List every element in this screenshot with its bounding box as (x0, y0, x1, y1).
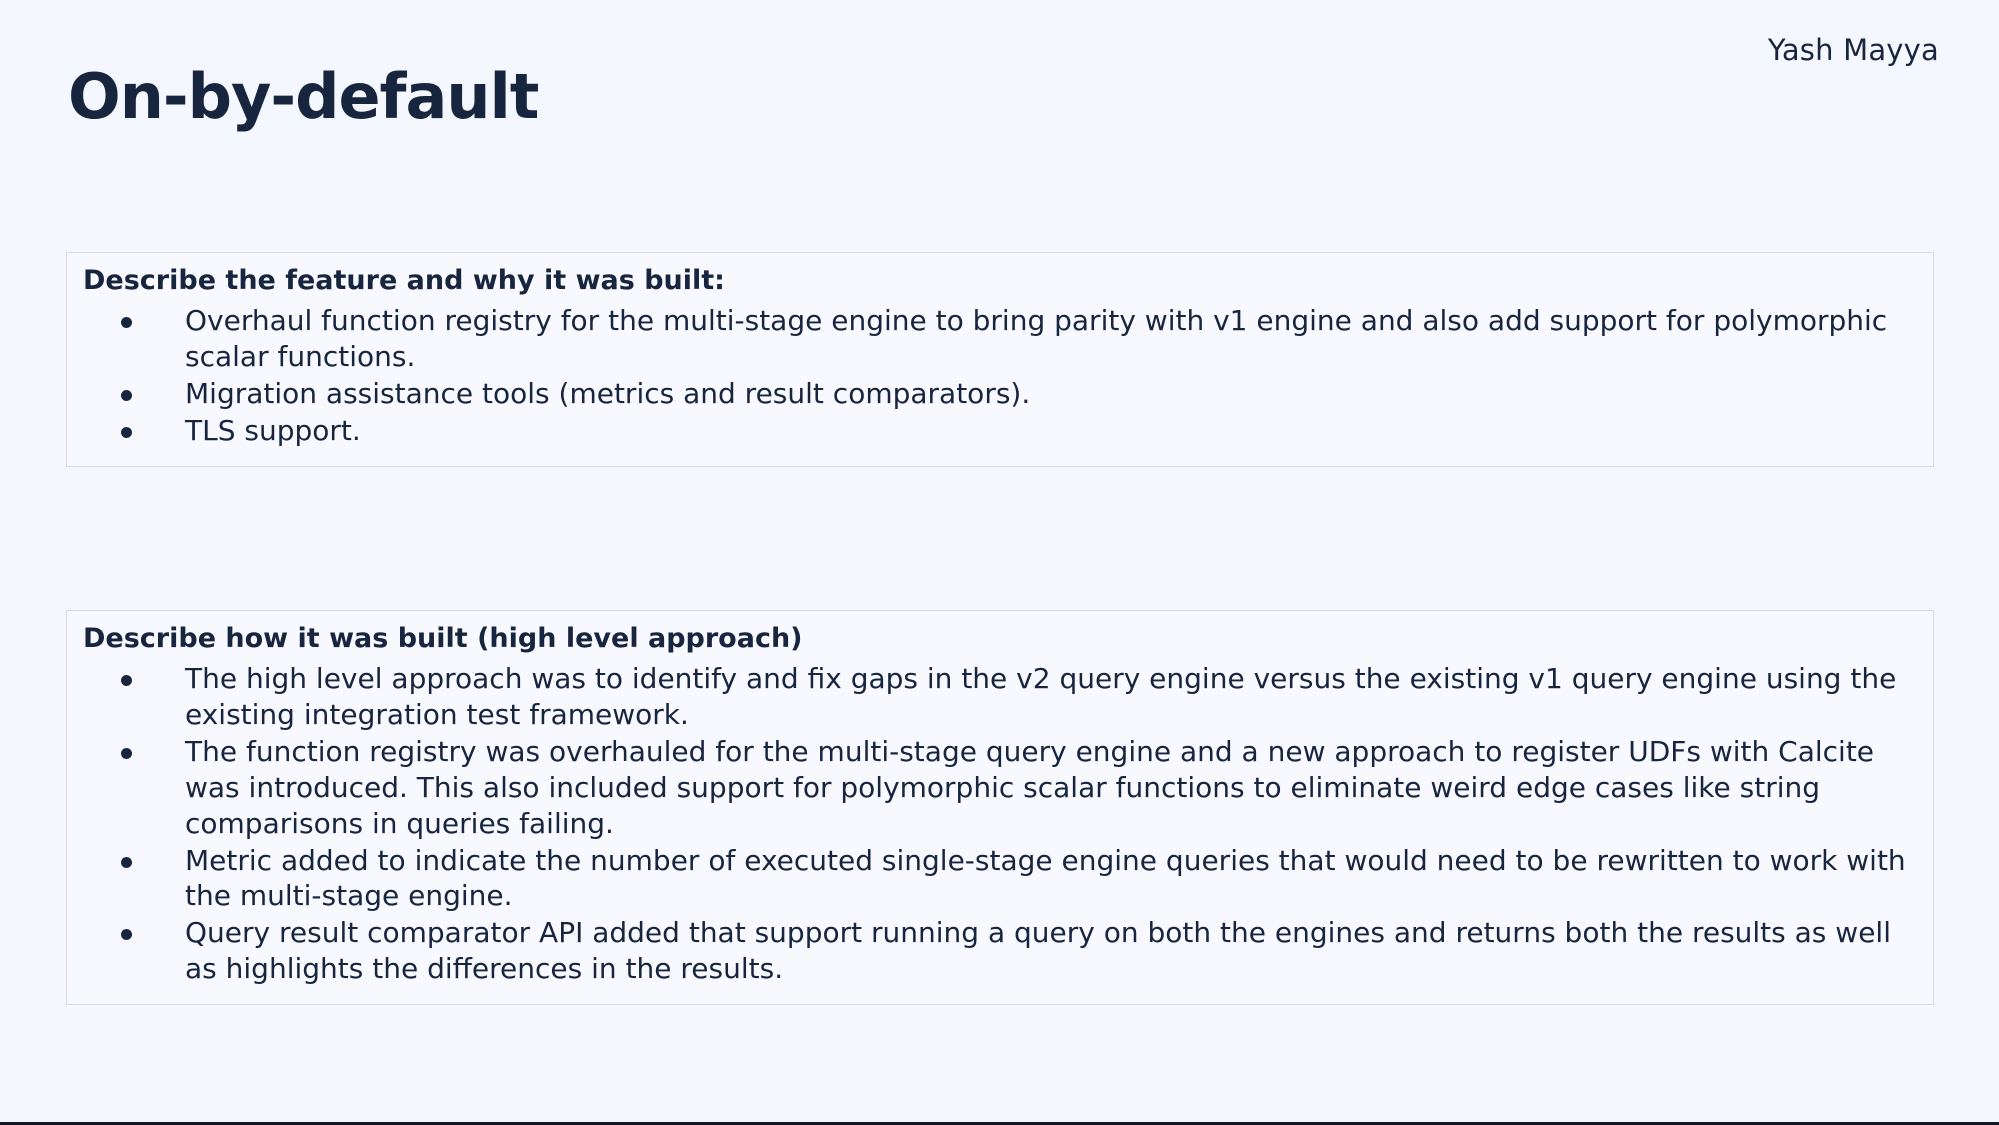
bullet-dot-icon (121, 317, 132, 328)
list-item-text: Metric added to indicate the number of executed single-stage engine queries that would need to be rewritten to work with the multi-stage engine. (185, 843, 1906, 913)
list-item-text: The high level approach was to identify and fix gaps in the v2 query engine versus the existing v1 query engine using the existing integration test framework. (185, 662, 1897, 732)
bullet-dot-icon (121, 929, 132, 940)
list-item-text: Overhaul function registry for the multi-stage engine to bring parity with v1 engine and also add support for polymorphic scalar functions. (185, 304, 1888, 374)
bullet-dot-icon (121, 857, 132, 868)
list-item (81, 303, 1919, 375)
list-item (81, 413, 1919, 449)
feature-description-panel (66, 252, 1934, 467)
implementation-approach-list (81, 661, 1919, 986)
bullet-dot-icon (121, 748, 132, 759)
list-item-text: The function registry was overhauled for the multi-stage query engine and a new approach to register UDFs with Calcite was introduced. This also included support for polymorphic scalar functions to eliminate weird edge cases like string comparisons in queries failing. (185, 735, 1875, 840)
bullet-dot-icon (121, 390, 132, 401)
list-item (81, 734, 1919, 841)
bullet-dot-icon (121, 675, 132, 686)
list-item (81, 376, 1919, 412)
page-title: On-by-default (68, 60, 539, 133)
list-item (81, 915, 1919, 987)
list-item (81, 661, 1919, 733)
implementation-approach-panel (66, 610, 1934, 1005)
list-item-text: TLS support. (185, 413, 361, 447)
implementation-approach-heading: Describe how it was built (high level approach) (83, 623, 803, 654)
feature-description-heading: Describe the feature and why it was built: (83, 265, 725, 296)
list-item (81, 843, 1919, 915)
list-item-text: Migration assistance tools (metrics and result comparators). (185, 377, 1031, 411)
feature-description-list (81, 303, 1919, 448)
author-name: Yash Mayya (1767, 33, 1939, 67)
bullet-dot-icon (121, 427, 132, 438)
list-item-text: Query result comparator API added that support running a query on both the engines and returns both the results as well as highlights the differences in the results. (185, 916, 1891, 986)
